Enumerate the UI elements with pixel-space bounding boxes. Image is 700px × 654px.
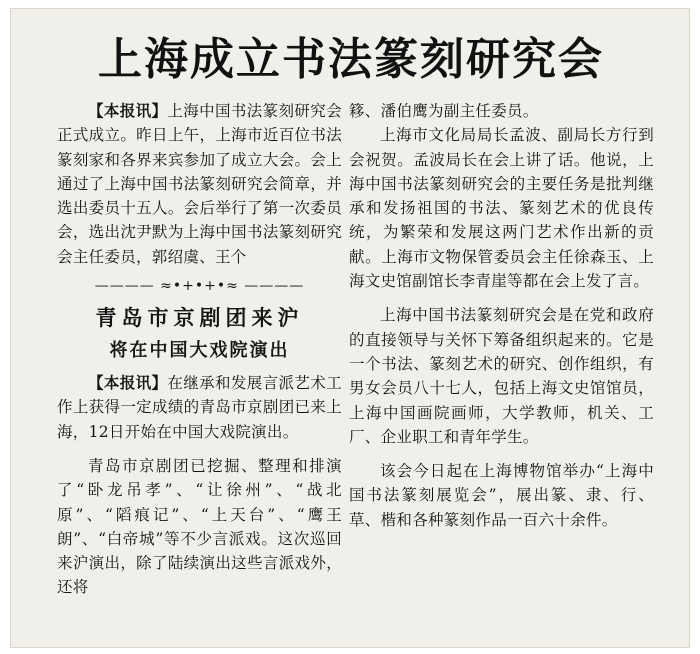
article1-source-tag: 【本报讯】 (88, 101, 168, 120)
article1-paragraph-1 (57, 99, 342, 269)
section-divider: ———— ≈•+•+•≈ ———— (94, 278, 305, 295)
newspaper-clipping (10, 8, 690, 648)
article2-paragraph-1-text: 在继承和发展言派艺术工作上获得一定成绩的青岛市京剧团已来上海，12日开始在中国大戏院演出。 (57, 374, 342, 441)
article1-continuation: 簃、潘伯鹰为副主任委员。 (349, 102, 539, 120)
headline: 上海成立书法篆刻研究会 (98, 34, 604, 85)
article2-subtitle: 将在中国大戏院演出 (109, 340, 290, 362)
article2-source-tag: 【本报讯】 (88, 373, 168, 393)
article1-paragraph-4: 该会今日起在上海博物馆举办“上海中国书法篆刻展览会”，展出篆、隶、行、草、楷和各种篆刻作品一百六十余件。 (349, 462, 654, 529)
article2-paragraph-2: 青岛市京剧团已挖掘、整理和排演了“卧龙吊孝”、“让徐州”、“战北原”、“䧟痕记”、“上天台”、“鹰王朗”、“白帝城”等不少言派戏。这次巡回来沪演出，除了陆续演出这些言派戏外，还将 (57, 456, 342, 597)
left-column (57, 99, 342, 600)
article2-paragraph-1 (57, 371, 342, 444)
article1-paragraph-1-text: 上海中国书法篆刻研究会正式成立。昨日上午，上海市近百位书法篆刻家和各界来宾参加了成立大会。会上通过了上海中国书法篆刻研究会简章，并选出委员十五人。会后举行了第一次委员会，选出沈尹默为上海中国书法篆刻研究会主任委员，郭绍虞、王个 (57, 102, 342, 266)
article1-paragraph-3: 上海中国书法篆刻研究会是在党和政府的直接领导与关怀下筹备组织起来的。它是一个书法、篆刻艺术的研究、创作组织，有男女会员八十七人，包括上海文史馆馆员，上海中国画院画师，大学教师，机关、工厂、企业职工和青年学生。 (349, 306, 654, 446)
right-column (349, 99, 654, 532)
article2-title: 青岛市京剧团来沪 (95, 306, 304, 331)
article1-paragraph-2: 上海市文化局局长孟波、副局长方行到会祝贺。孟波局长在会上讲了话。他说，上海中国书法篆刻研究会的主要任务是批判继承和发扬祖国的书法、篆刻艺术的优良传统，为繁荣和发展这两门艺术作出新的贡献。上海市文物保管委员会主任徐森玉、上海文史馆副馆长李青崖等都在会上发了言。 (349, 126, 654, 291)
